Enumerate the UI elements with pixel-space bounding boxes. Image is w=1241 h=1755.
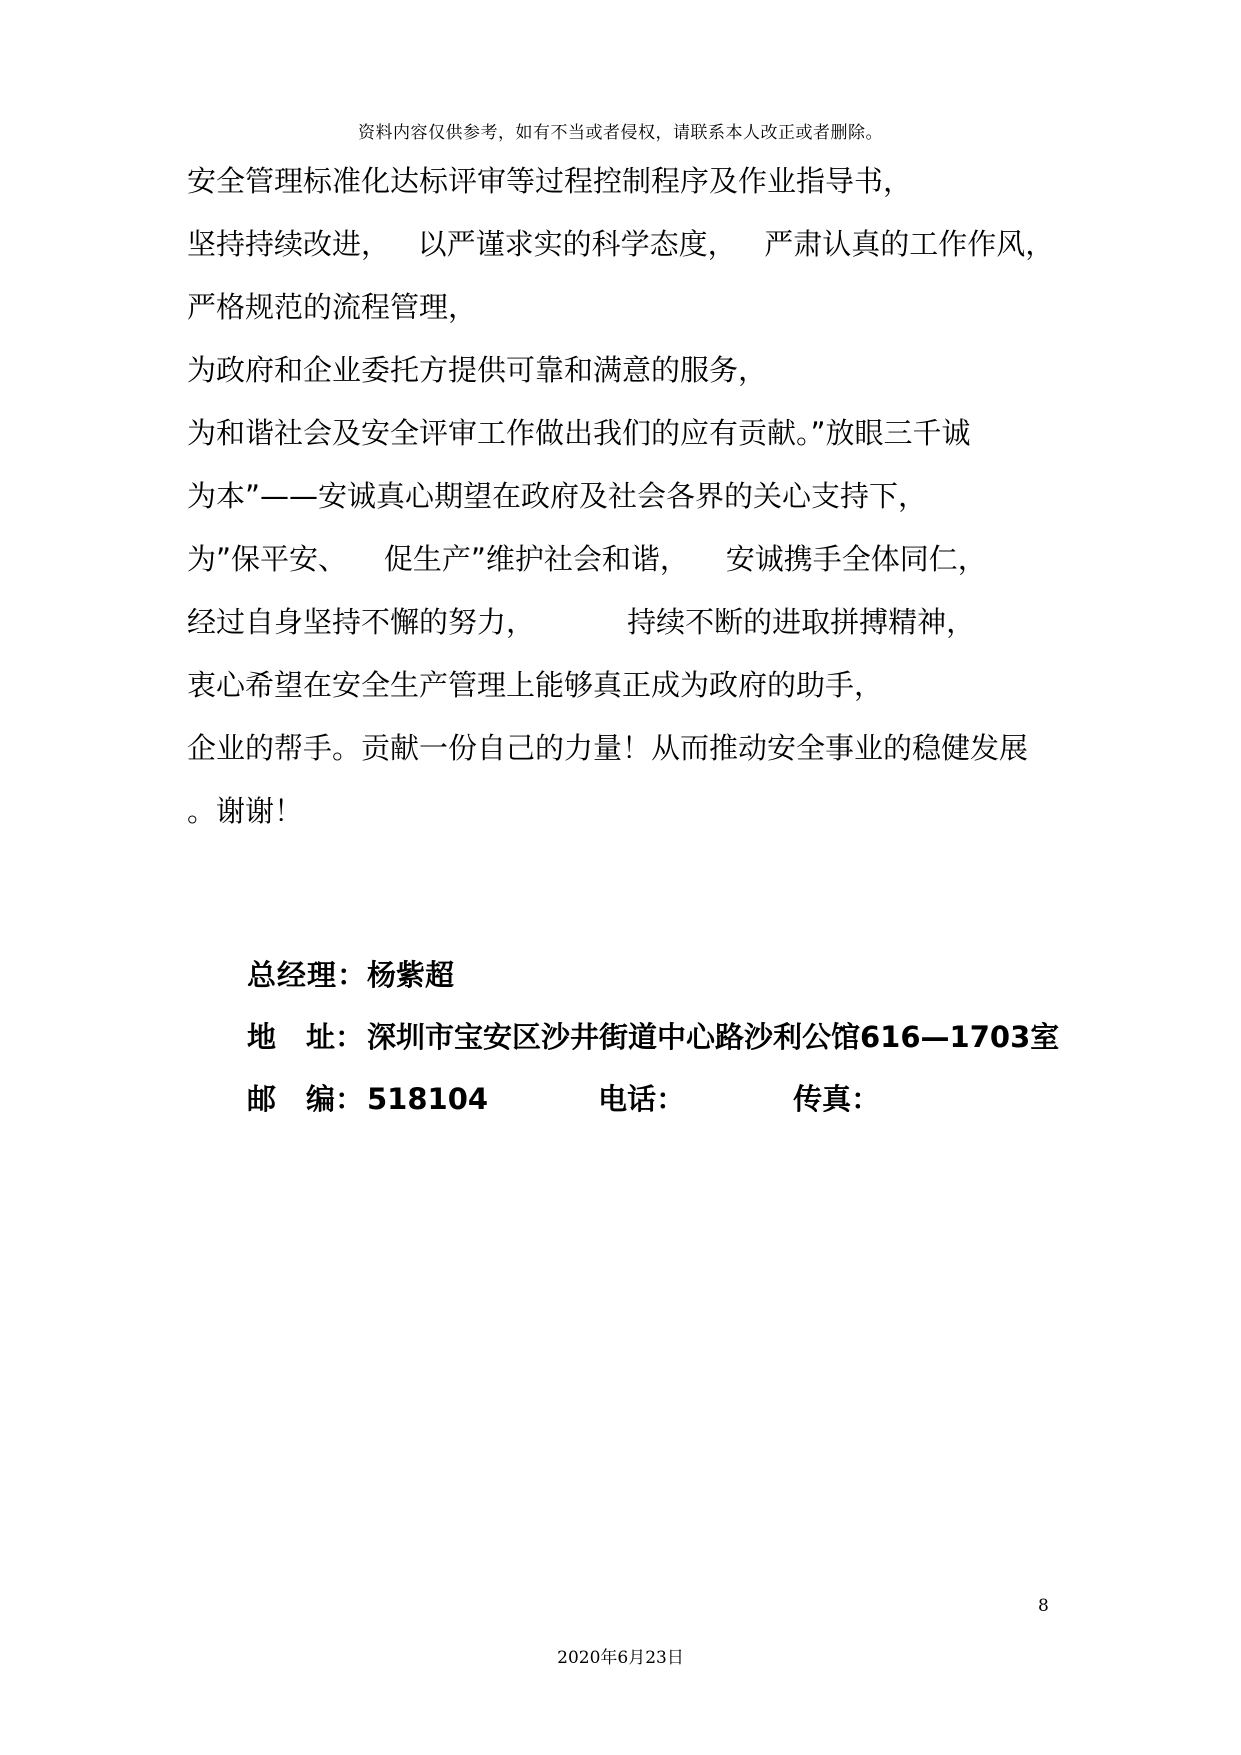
body-line: 为”保平安、 促生产”维护社会和谐， 安诚携手全体同仁， [187, 542, 987, 576]
body-line: 企业的帮手。贡献一份自己的力量！从而推动安全事业的稳健发展 [187, 731, 1029, 765]
signature-block [247, 944, 1067, 1130]
address-label: 地 址： [247, 1020, 365, 1054]
body-line: 为本”——安诚真心期望在政府及社会各界的关心支持下， [187, 479, 928, 513]
body-line: 严格规范的流程管理， [187, 290, 478, 324]
disclaimer-header: 资料内容仅供参考，如有不当或者侵权，请联系本人改正或者删除。 [358, 123, 883, 143]
page-number: 8 [1038, 1596, 1049, 1616]
body-line: 安全管理标准化达标评审等过程控制程序及作业指导书， [187, 164, 913, 198]
manager-label: 总经理： [247, 958, 368, 992]
body-text [187, 150, 1067, 843]
body-line: 经过自身坚持不懈的努力， 持续不断的进取拼搏精神， [187, 605, 976, 639]
body-line: 。谢谢！ [187, 794, 304, 828]
body-line: 为和谐社会及安全评审工作做出我们的应有贡献。”放眼三千诚 [187, 416, 971, 450]
manager-row [247, 944, 1067, 1006]
body-line: 衷心希望在安全生产管理上能够真正成为政府的助手， [187, 668, 884, 702]
body-line: 为政府和企业委托方提供可靠和满意的服务， [187, 353, 768, 387]
footer-date: 2020年6月23日 [557, 1648, 684, 1668]
phone-label: 电话： [598, 1082, 686, 1116]
postcode-label: 邮 编： [247, 1082, 365, 1116]
fax-label: 传真： [793, 1082, 881, 1116]
body-line: 坚持持续改进， 以严谨求实的科学态度， 严肃认真的工作作风， [187, 227, 1055, 261]
address-value: 深圳市宝安区沙井街道中心路沙利公馆616—1703室 [367, 1020, 1060, 1054]
postcode-value: 518104 [367, 1082, 489, 1116]
address-row [247, 1006, 1067, 1068]
manager-name: 杨紫超 [367, 958, 455, 992]
postcode-row [247, 1068, 1067, 1130]
